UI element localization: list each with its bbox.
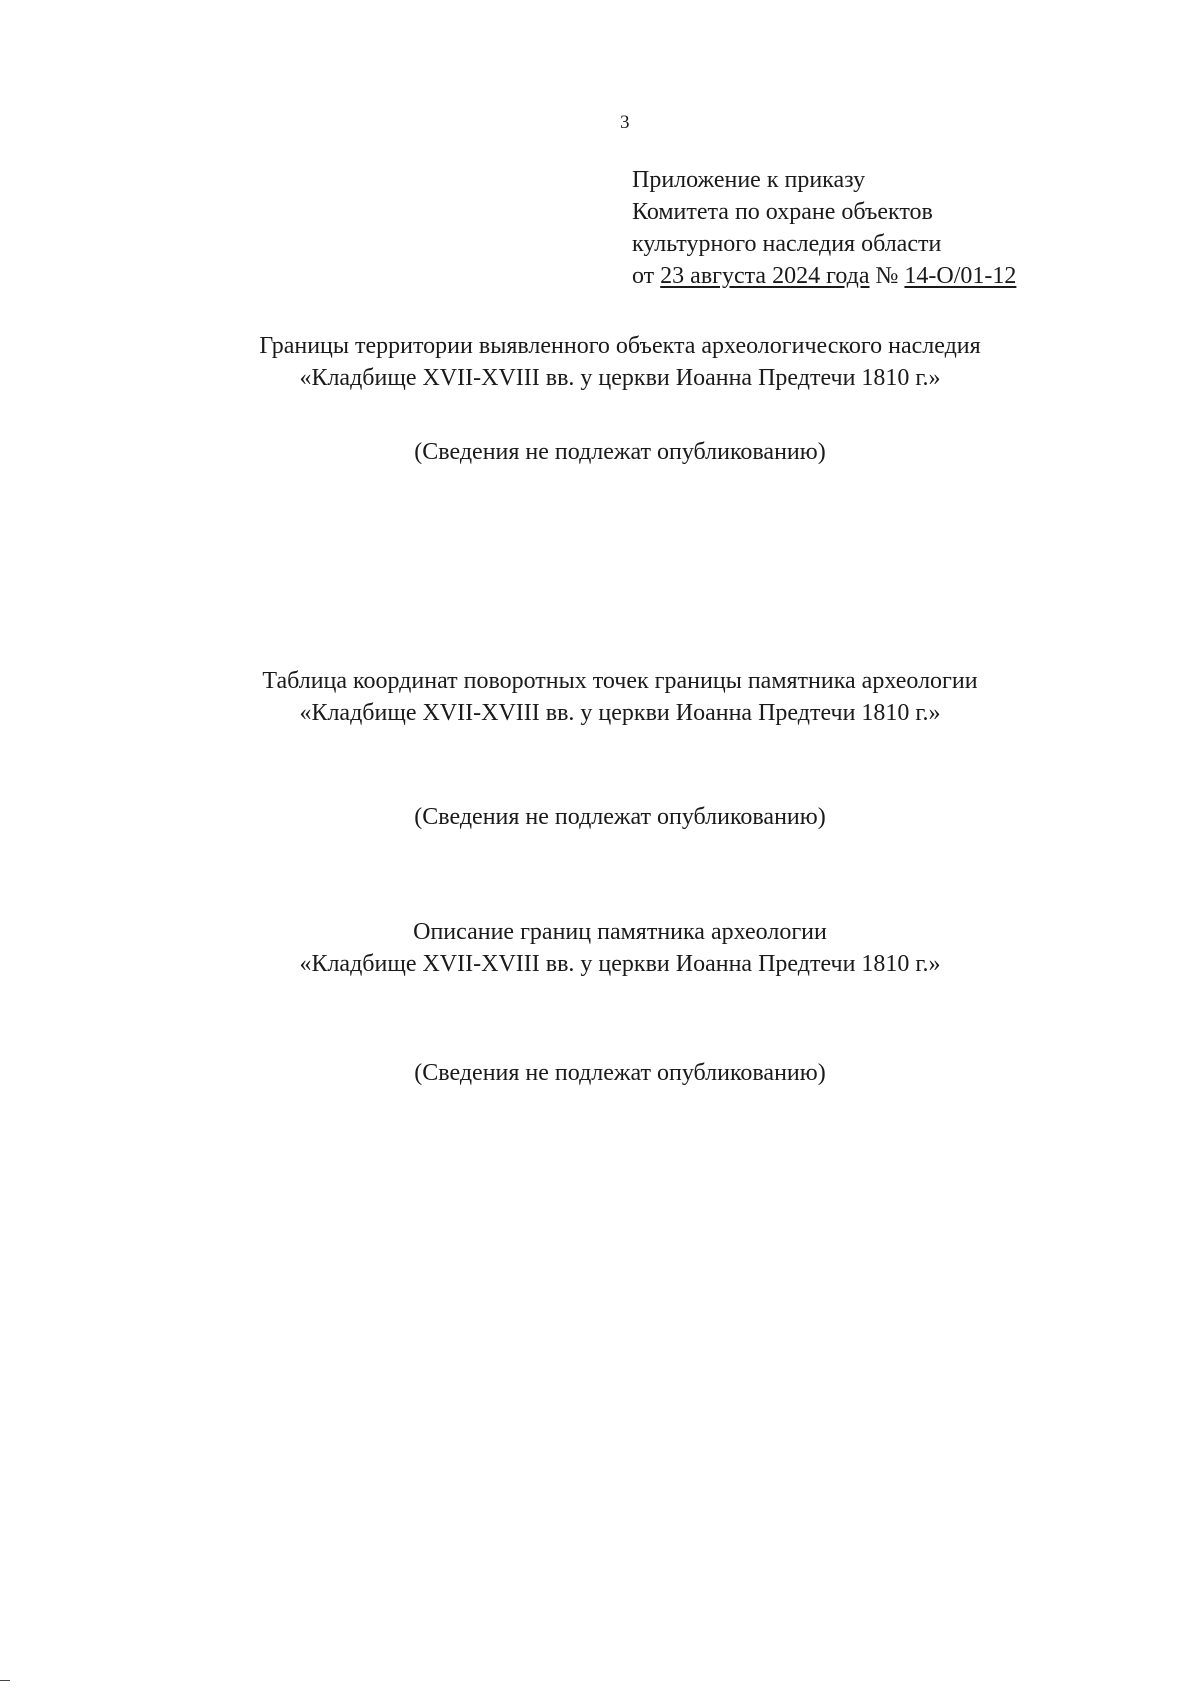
page-number: 3 — [620, 112, 630, 133]
appendix-date-line — [632, 260, 1016, 292]
restricted-notice: (Сведения не подлежат опубликованию) — [414, 439, 826, 465]
appendix-line-1: Приложение к приказу — [632, 167, 866, 193]
section-title-line-2: «Кладбище XVII-XVIII вв. у церкви Иоанна Предтечи 1810 г.» — [299, 700, 941, 726]
number-prefix: № — [875, 263, 899, 289]
restricted-notice: (Сведения не подлежат опубликованию) — [414, 1060, 826, 1086]
order-number: 14-О/01-12 — [904, 263, 1017, 289]
section-title-line-1: Таблица координат поворотных точек границы памятника археологии — [262, 668, 978, 694]
section-title-boundaries — [200, 330, 1040, 394]
scan-edge-mark — [0, 1680, 10, 1681]
restricted-notice: (Сведения не подлежат опубликованию) — [414, 804, 826, 830]
section-title-boundary-description — [200, 916, 1040, 980]
section-title-line-2: «Кладбище XVII-XVIII вв. у церкви Иоанна Предтечи 1810 г.» — [299, 365, 941, 391]
date-prefix: от — [632, 263, 655, 289]
section-title-line-1: Описание границ памятника археологии — [413, 919, 827, 945]
section-title-coordinates-table — [200, 665, 1040, 729]
section-title-line-1: Границы территории выявленного объекта археологического наследия — [259, 333, 981, 359]
appendix-line-3: культурного наследия области — [632, 231, 942, 257]
appendix-header — [632, 164, 1016, 292]
order-date: 23 августа 2024 года — [660, 263, 870, 289]
section-title-line-2: «Кладбище XVII-XVIII вв. у церкви Иоанна Предтечи 1810 г.» — [299, 951, 941, 977]
appendix-line-2: Комитета по охране объектов — [632, 199, 933, 225]
